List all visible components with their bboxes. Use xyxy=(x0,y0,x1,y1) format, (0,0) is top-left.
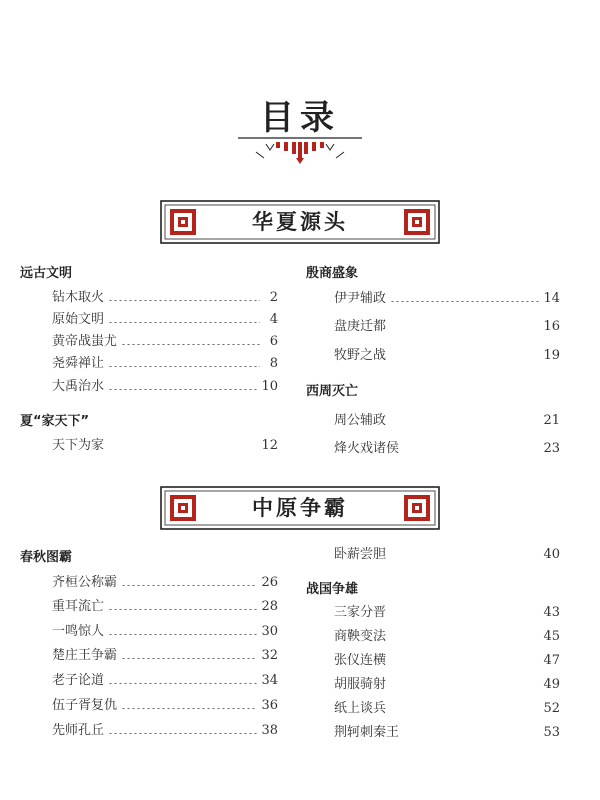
entry-page: 52 xyxy=(543,701,560,716)
dot-leader xyxy=(390,329,539,330)
entry-name: 张仪连横 xyxy=(334,653,387,668)
toc-entry[interactable] xyxy=(52,641,278,663)
toc-entry[interactable] xyxy=(52,592,278,614)
entry-name: 伍子胥复仇 xyxy=(52,698,118,713)
entry-name: 老子论道 xyxy=(52,673,105,688)
dot-leader xyxy=(108,300,260,301)
group-title: 殷商盛象 xyxy=(306,266,359,281)
group-title: 春秋图霸 xyxy=(20,550,73,565)
section-banner-1 xyxy=(160,200,440,244)
entry-page: 14 xyxy=(543,291,560,306)
entry-page: 21 xyxy=(543,413,560,428)
dot-leader xyxy=(108,366,260,367)
entry-page: 26 xyxy=(261,575,278,590)
entry-page: 30 xyxy=(261,624,278,639)
entry-name: 纸上谈兵 xyxy=(334,701,387,716)
entry-name: 三家分晋 xyxy=(334,605,387,620)
entry-name: 尧舜禅让 xyxy=(52,356,105,371)
dot-leader xyxy=(390,711,539,712)
entry-name: 大禹治水 xyxy=(52,379,105,394)
title-ornament-icon xyxy=(236,130,364,166)
dot-leader xyxy=(108,733,257,734)
toc-entry[interactable] xyxy=(334,284,560,306)
group-title: 夏“家天下” xyxy=(20,414,90,429)
group-title: 远古文明 xyxy=(20,266,73,281)
toc-entry[interactable] xyxy=(52,349,278,371)
entry-name: 楚庄王争霸 xyxy=(52,648,118,663)
entry-page: 32 xyxy=(261,648,278,663)
toc-entry[interactable] xyxy=(334,598,560,620)
entry-name: 伊尹辅政 xyxy=(334,291,387,306)
entry-page: 23 xyxy=(543,441,560,456)
entry-name: 胡服骑射 xyxy=(334,677,387,692)
dot-leader xyxy=(121,344,260,345)
entry-page: 45 xyxy=(543,629,560,644)
dot-leader xyxy=(390,615,539,616)
entry-page: 40 xyxy=(543,547,560,562)
entry-name: 牧野之战 xyxy=(334,348,387,363)
entry-name: 原始文明 xyxy=(52,312,105,327)
toc-entry[interactable] xyxy=(52,568,278,590)
toc-entry[interactable] xyxy=(334,694,560,716)
dot-leader xyxy=(108,609,257,610)
entry-page: 2 xyxy=(269,290,278,305)
dot-leader xyxy=(108,389,257,390)
dot-leader xyxy=(390,663,539,664)
entry-page: 12 xyxy=(261,438,278,453)
dot-leader xyxy=(403,451,539,452)
entry-name: 卧薪尝胆 xyxy=(334,547,387,562)
toc-entry[interactable] xyxy=(52,617,278,639)
entry-page: 38 xyxy=(261,723,278,738)
entry-page: 6 xyxy=(269,334,278,349)
toc-entry[interactable] xyxy=(52,716,278,738)
toc-entry[interactable] xyxy=(52,327,278,349)
toc-entry[interactable] xyxy=(334,434,560,456)
entry-name: 商鞅变法 xyxy=(334,629,387,644)
section-banner-2 xyxy=(160,486,440,530)
entry-page: 8 xyxy=(269,356,278,371)
section-banner-title: 华夏源头 xyxy=(252,210,348,234)
entry-name: 一鸣惊人 xyxy=(52,624,105,639)
entry-page: 4 xyxy=(269,312,278,327)
entry-page: 36 xyxy=(261,698,278,713)
toc-entry[interactable] xyxy=(334,312,560,334)
dot-leader xyxy=(108,683,257,684)
entry-page: 34 xyxy=(261,673,278,688)
entry-name: 烽火戏诸侯 xyxy=(334,441,400,456)
toc-entry[interactable] xyxy=(52,305,278,327)
dot-leader xyxy=(390,358,539,359)
entry-page: 47 xyxy=(543,653,560,668)
dot-leader xyxy=(108,322,260,323)
entry-page: 43 xyxy=(543,605,560,620)
entry-page: 28 xyxy=(261,599,278,614)
entry-page: 49 xyxy=(543,677,560,692)
toc-entry[interactable] xyxy=(334,622,560,644)
entry-page: 53 xyxy=(543,725,560,740)
dot-leader xyxy=(108,448,257,449)
entry-name: 齐桓公称霸 xyxy=(52,575,118,590)
toc-entry[interactable] xyxy=(52,666,278,688)
toc-entry[interactable] xyxy=(52,431,278,453)
entry-name: 重耳流亡 xyxy=(52,599,105,614)
dot-leader xyxy=(390,639,539,640)
entry-name: 荆轲刺秦王 xyxy=(334,725,400,740)
entry-name: 盘庚迁都 xyxy=(334,319,387,334)
entry-name: 周公辅政 xyxy=(334,413,387,428)
toc-entry[interactable] xyxy=(334,540,560,562)
entry-page: 10 xyxy=(261,379,278,394)
toc-entry[interactable] xyxy=(52,372,278,394)
group-title: 战国争雄 xyxy=(306,582,359,597)
toc-entry[interactable] xyxy=(334,718,560,740)
group-title: 西周灭亡 xyxy=(306,384,359,399)
toc-entry[interactable] xyxy=(334,406,560,428)
toc-entry[interactable] xyxy=(52,283,278,305)
dot-leader xyxy=(390,423,539,424)
dot-leader xyxy=(390,557,539,558)
dot-leader xyxy=(390,687,539,688)
page-title: 目录 xyxy=(260,98,340,138)
section-banner-title: 中原争霸 xyxy=(252,496,348,520)
entry-name: 黄帝战蚩尤 xyxy=(52,334,118,349)
dot-leader xyxy=(390,301,539,302)
dot-leader xyxy=(121,585,257,586)
dot-leader xyxy=(403,735,539,736)
entry-name: 钻木取火 xyxy=(52,290,105,305)
dot-leader xyxy=(121,658,257,659)
toc-entry[interactable] xyxy=(52,691,278,713)
toc-entry[interactable] xyxy=(334,646,560,668)
dot-leader xyxy=(121,708,257,709)
toc-entry[interactable] xyxy=(334,341,560,363)
entry-page: 19 xyxy=(543,348,560,363)
dot-leader xyxy=(108,634,257,635)
toc-entry[interactable] xyxy=(334,670,560,692)
entry-page: 16 xyxy=(543,319,560,334)
entry-name: 天下为家 xyxy=(52,438,105,453)
entry-name: 先师孔丘 xyxy=(52,723,105,738)
